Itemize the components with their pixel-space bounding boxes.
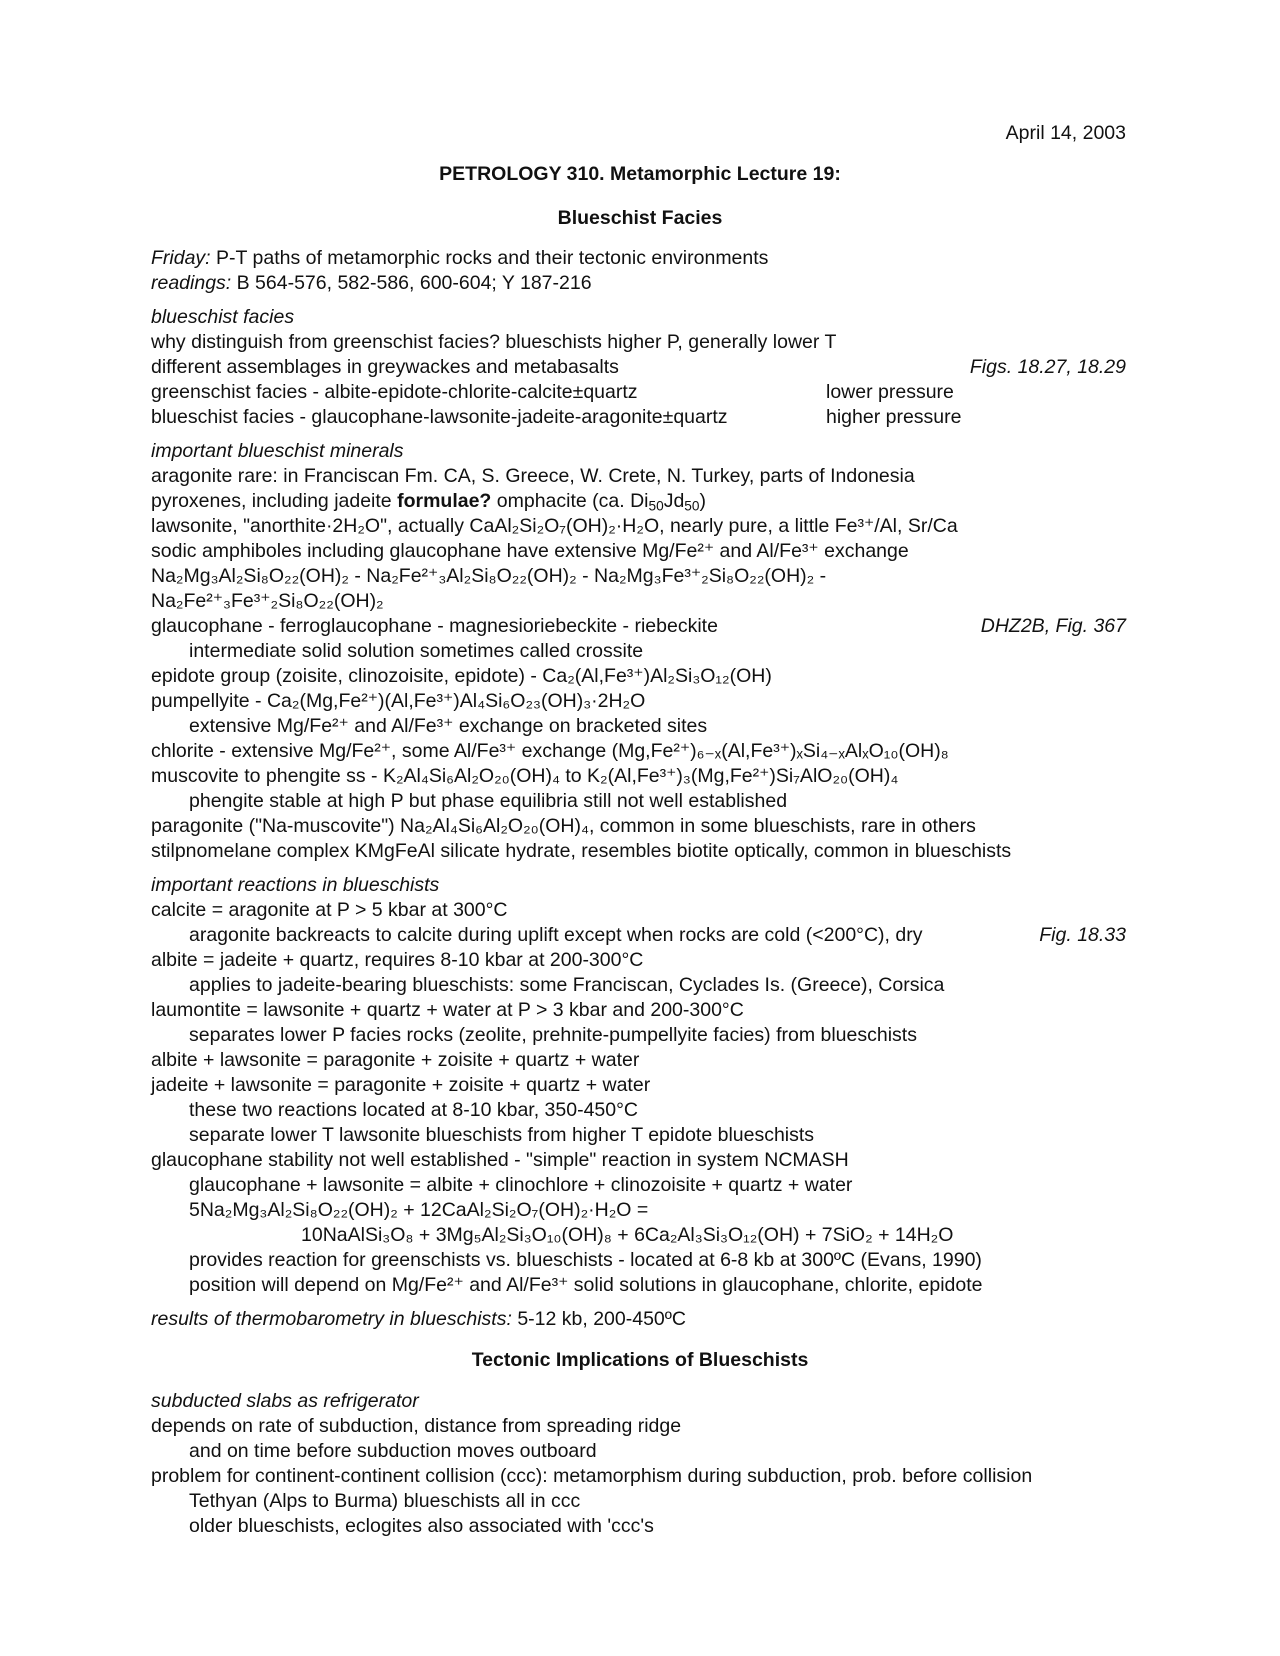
mineral-note: extensive Mg/Fe²⁺ and Al/Fe³⁺ exchange on bracketed sites — [189, 715, 708, 737]
subscript: 50 — [648, 498, 664, 514]
section-heading-facies: blueschist facies — [151, 306, 295, 328]
reaction-note: glaucophane + lawsonite = albite + clinochlore + clinozoisite + quartz + water — [189, 1174, 853, 1196]
text-run: pyroxenes, including jadeite — [151, 490, 398, 512]
figure-reference: DHZ2B, Fig. 367 — [980, 615, 1126, 637]
reaction-line: laumontite = lawsonite + quartz + water at P > 3 kbar and 200-300°C — [151, 999, 744, 1021]
reaction-line: jadeite + lawsonite = paragonite + zoisite + quartz + water — [151, 1074, 651, 1096]
formula-line: Na₂Fe²⁺₃Fe³⁺₂Si₈O₂₂(OH)₂ — [151, 590, 384, 612]
reaction-line: glaucophane stability not well established - "simple" reaction in system NCMASH — [151, 1149, 849, 1171]
bold-question: formulae? — [397, 490, 492, 512]
reaction-note: separate lower T lawsonite blueschists from higher T epidote blueschists — [189, 1124, 815, 1146]
reaction-formula: 10NaAlSi₃O₈ + 3Mg₅Al₂Si₃O₁₀(OH)₈ + 6Ca₂Al₃Si₃O₁₂(OH) + 7SiO₂ + 14H₂O — [301, 1224, 954, 1246]
mineral-line: sodic amphiboles including glaucophane have extensive Mg/Fe²⁺ and Al/Fe³⁺ exchange — [151, 540, 909, 562]
facies-note: lower pressure — [826, 381, 954, 403]
tectonic-note: Tethyan (Alps to Burma) blueschists all in ccc — [189, 1490, 581, 1512]
mineral-line: epidote group (zoisite, clinozoisite, epidote) - Ca₂(Al,Fe³⁺)Al₂Si₃O₁₂(OH) — [151, 665, 772, 687]
page-title: PETROLOGY 310. Metamorphic Lecture 19: — [439, 163, 841, 185]
text-run: Jd — [663, 490, 685, 512]
section-title-tectonic: Tectonic Implications of Blueschists — [471, 1349, 809, 1371]
readings-label: readings: — [151, 272, 232, 294]
section-heading-reactions: important reactions in blueschists — [151, 874, 440, 896]
tectonic-note: and on time before subduction moves outboard — [189, 1440, 597, 1462]
mineral-line: pumpellyite - Ca₂(Mg,Fe²⁺)(Al,Fe³⁺)Al₄Si₆O₂₃(OH)₃·2H₂O — [151, 690, 646, 712]
mineral-note: intermediate solid solution sometimes called crossite — [189, 640, 644, 662]
readings-line — [151, 271, 592, 296]
mineral-line: paragonite ("Na-muscovite") Na₂Al₄Si₆Al₂O₂₀(OH)₄, common in some blueschists, rare in others — [151, 815, 976, 837]
formula-line: Na₂Mg₃Al₂Si₈O₂₂(OH)₂ - Na₂Fe²⁺₃Al₂Si₈O₂₂(OH)₂ - Na₂Mg₃Fe³⁺₂Si₈O₂₂(OH)₂ - — [151, 565, 827, 587]
facies-line: blueschist facies - glaucophane-lawsonite-jadeite-aragonite±quartz — [151, 406, 728, 428]
text-run: omphacite (ca. Di — [491, 490, 649, 512]
tectonic-note: older blueschists, eclogites also associated with 'ccc's — [189, 1515, 654, 1537]
thermobarometry-text: 5-12 kb, 200-450ºC — [511, 1308, 686, 1330]
reaction-line: albite = jadeite + quartz, requires 8-10 kbar at 200-300°C — [151, 949, 644, 971]
section-heading-refrigerator: subducted slabs as refrigerator — [151, 1390, 419, 1412]
readings-text: B 564-576, 582-586, 600-604; Y 187-216 — [231, 272, 592, 294]
mineral-line: chlorite - extensive Mg/Fe²⁺, some Al/Fe³⁺ exchange (Mg,Fe²⁺)₆₋ₓ(Al,Fe³⁺)ₓSi₄₋ₓAlₓO₁₀(OH)₈ — [151, 740, 949, 762]
section-heading-minerals: important blueschist minerals — [151, 440, 404, 462]
facies-line: why distinguish from greenschist facies? blueschists higher P, generally lower T — [151, 331, 837, 353]
reaction-note: provides reaction for greenschists vs. blueschists - located at 6-8 kb at 300ºC (Evans, 1990) — [189, 1249, 982, 1271]
reaction-line: albite + lawsonite = paragonite + zoisite + quartz + water — [151, 1049, 640, 1071]
page-subtitle: Blueschist Facies — [557, 207, 723, 229]
mineral-line — [151, 489, 706, 514]
reaction-formula: 5Na₂Mg₃Al₂Si₈O₂₂(OH)₂ + 12CaAl₂Si₂O₇(OH)₂·H₂O = — [189, 1199, 649, 1221]
reaction-note: aragonite backreacts to calcite during uplift except when rocks are cold (<200°C), dry — [189, 924, 923, 946]
reaction-line: calcite = aragonite at P > 5 kbar at 300°C — [151, 899, 508, 921]
reaction-note: applies to jadeite-bearing blueschists: some Franciscan, Cyclades Is. (Greece), Corsica — [189, 974, 945, 996]
subscript: 50 — [684, 498, 700, 514]
reaction-note: separates lower P facies rocks (zeolite, prehnite-pumpellyite facies) from blueschists — [189, 1024, 917, 1046]
friday-text: P-T paths of metamorphic rocks and their tectonic environments — [210, 247, 769, 269]
mineral-line: glaucophane - ferroglaucophane - magnesioriebeckite - riebeckite — [151, 615, 718, 637]
text-run: ) — [699, 490, 706, 512]
mineral-note: phengite stable at high P but phase equilibria still not well established — [189, 790, 788, 812]
tectonic-line: problem for continent-continent collision (ccc): metamorphism during subduction, prob. before collision — [151, 1465, 1033, 1487]
friday-label: Friday: — [151, 247, 211, 269]
facies-line: greenschist facies - albite-epidote-chlorite-calcite±quartz — [151, 381, 638, 403]
thermobarometry-label: results of thermobarometry in blueschists: — [151, 1308, 512, 1330]
facies-line: different assemblages in greywackes and metabasalts — [151, 356, 619, 378]
mineral-line: aragonite rare: in Franciscan Fm. CA, S. Greece, W. Crete, N. Turkey, parts of Indonesia — [151, 465, 915, 487]
facies-note: higher pressure — [826, 406, 962, 428]
mineral-line: lawsonite, "anorthite·2H₂O", actually CaAl₂Si₂O₇(OH)₂·H₂O, nearly pure, a little Fe³⁺/Al, Sr/Ca — [151, 515, 958, 537]
mineral-line: stilpnomelane complex KMgFeAl silicate hydrate, resembles biotite optically, common in blueschists — [151, 840, 1012, 862]
mineral-line: muscovite to phengite ss - K₂Al₄Si₆Al₂O₂₀(OH)₄ to K₂(Al,Fe³⁺)₃(Mg,Fe²⁺)Si₇AlO₂₀(OH)₄ — [151, 765, 899, 787]
figure-reference: Fig. 18.33 — [1039, 924, 1126, 946]
thermobarometry-line — [151, 1307, 686, 1332]
friday-line — [151, 246, 768, 271]
tectonic-line: depends on rate of subduction, distance from spreading ridge — [151, 1415, 682, 1437]
date: April 14, 2003 — [1005, 122, 1126, 144]
reaction-note: position will depend on Mg/Fe²⁺ and Al/Fe³⁺ solid solutions in glaucophane, chlorite, epidote — [189, 1274, 983, 1296]
reaction-note: these two reactions located at 8-10 kbar, 350-450°C — [189, 1099, 638, 1121]
figure-reference: Figs. 18.27, 18.29 — [969, 356, 1126, 378]
